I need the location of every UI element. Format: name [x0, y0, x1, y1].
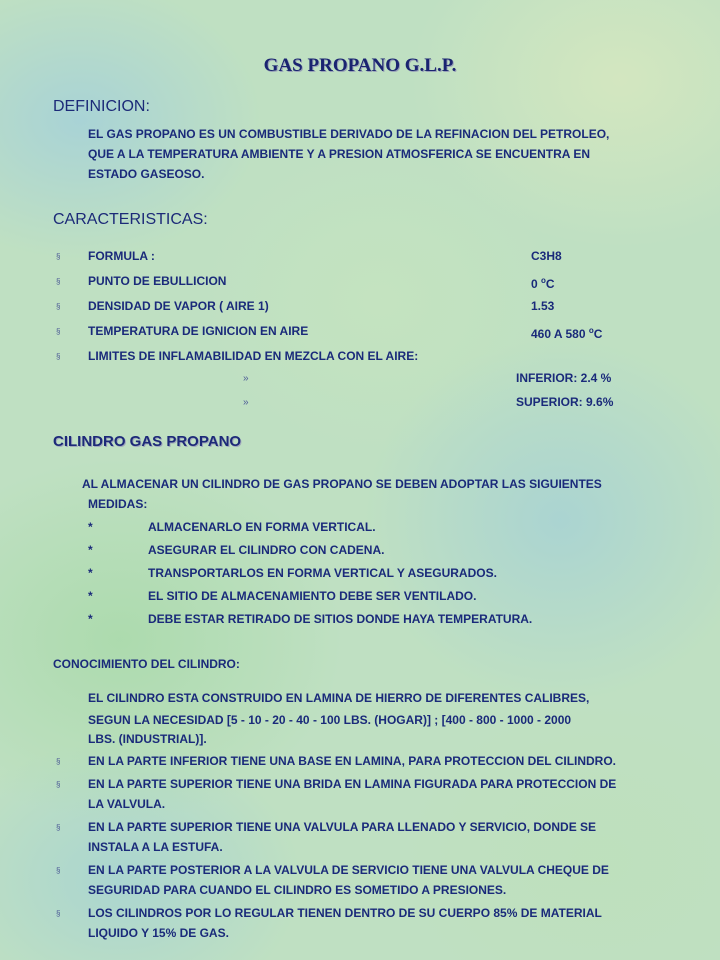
asterisk-icon: *	[88, 612, 93, 626]
sub-marker-icon: »	[243, 373, 249, 384]
definicion-line: ESTADO GASEOSO.	[88, 167, 205, 181]
bullet-icon: §	[56, 277, 61, 286]
bullet-icon: §	[56, 780, 61, 789]
conocimiento-item: LIQUIDO Y 15% DE GAS.	[88, 926, 229, 940]
property-label: TEMPERATURA DE IGNICION EN AIRE	[88, 324, 309, 338]
conocimiento-item: EN LA PARTE SUPERIOR TIENE UNA VALVULA PARA LLENADO Y SERVICIO, DONDE SE	[88, 820, 597, 834]
conocimiento-intro-line: LBS. (INDUSTRIAL)].	[88, 732, 207, 746]
conocimiento-item: INSTALA A LA ESTUFA.	[88, 840, 223, 854]
bullet-icon: §	[56, 352, 61, 361]
conocimiento-item: EN LA PARTE INFERIOR TIENE UNA BASE EN LAMINA, PARA PROTECCION DEL CILINDRO.	[88, 754, 617, 768]
asterisk-icon: *	[88, 520, 93, 534]
property-value: 0 $^o$C	[531, 276, 555, 291]
conocimiento-item: SEGURIDAD PARA CUANDO EL CILINDRO ES SOMETIDO A PRESIONES.	[88, 883, 507, 897]
cilindro-heading: CILINDRO GAS PROPANO	[53, 433, 242, 450]
conocimiento-item: LA VALVULA.	[88, 797, 166, 811]
asterisk-icon: *	[88, 589, 93, 603]
property-value: 460 A 580 $^o$C	[531, 326, 603, 341]
property-value: C3H8	[531, 249, 562, 263]
property-label: FORMULA :	[88, 249, 155, 263]
limit-value: SUPERIOR: 9.6%	[516, 395, 614, 409]
caracteristicas-heading: CARACTERISTICAS:	[53, 211, 208, 228]
limit-value: INFERIOR: 2.4 %	[516, 371, 612, 385]
conocimiento-intro-line: SEGUN LA NECESIDAD [5 - 10 - 20 - 40 - 100 LBS. (HOGAR)] ; [400 - 800 - 1000 - 2000	[88, 713, 572, 727]
bullet-icon: §	[56, 909, 61, 918]
conocimiento-item: LOS CILINDROS POR LO REGULAR TIENEN DENTRO DE SU CUERPO 85% DE MATERIAL	[88, 906, 602, 920]
bullet-icon: §	[56, 252, 61, 261]
conocimiento-intro-line: EL CILINDRO ESTA CONSTRUIDO EN LAMINA DE HIERRO DE DIFERENTES CALIBRES,	[88, 691, 590, 705]
property-label: LIMITES DE INFLAMABILIDAD EN MEZCLA CON EL AIRE:	[88, 349, 419, 363]
cilindro-intro-line: AL ALMACENAR UN CILINDRO DE GAS PROPANO SE DEBEN ADOPTAR LAS SIGUIENTES	[82, 477, 602, 491]
asterisk-icon: *	[88, 566, 93, 580]
measure-item: ASEGURAR EL CILINDRO CON CADENA.	[148, 543, 385, 557]
measure-item: TRANSPORTARLOS EN FORMA VERTICAL Y ASEGURADOS.	[148, 566, 497, 580]
bullet-icon: §	[56, 866, 61, 875]
property-value: 1.53	[531, 299, 555, 313]
measure-item: EL SITIO DE ALMACENAMIENTO DEBE SER VENTILADO.	[148, 589, 477, 603]
sub-marker-icon: »	[243, 397, 249, 408]
bullet-icon: §	[56, 327, 61, 336]
measure-item: ALMACENARLO EN FORMA VERTICAL.	[148, 520, 376, 534]
asterisk-icon: *	[88, 543, 93, 557]
definicion-line: EL GAS PROPANO ES UN COMBUSTIBLE DERIVADO DE LA REFINACION DEL PETROLEO,	[88, 127, 610, 141]
property-label: PUNTO DE EBULLICION	[88, 274, 227, 288]
property-label: DENSIDAD DE VAPOR ( AIRE 1)	[88, 299, 269, 313]
bullet-icon: §	[56, 823, 61, 832]
definicion-line: QUE A LA TEMPERATURA AMBIENTE Y A PRESION ATMOSFERICA SE ENCUENTRA EN	[88, 147, 591, 161]
bullet-icon: §	[56, 757, 61, 766]
bullet-icon: §	[56, 302, 61, 311]
cilindro-intro-line: MEDIDAS:	[88, 497, 148, 511]
page-title: GAS PROPANO G.L.P.	[263, 55, 457, 76]
conocimiento-item: EN LA PARTE POSTERIOR A LA VALVULA DE SERVICIO TIENE UNA VALVULA CHEQUE DE	[88, 863, 609, 877]
measure-item: DEBE ESTAR RETIRADO DE SITIOS DONDE HAYA TEMPERATURA.	[148, 612, 533, 626]
conocimiento-item: EN LA PARTE SUPERIOR TIENE UNA BRIDA EN LAMINA FIGURADA PARA PROTECCION DE	[88, 777, 617, 791]
definicion-heading: DEFINICION:	[53, 98, 150, 115]
conocimiento-heading: CONOCIMIENTO DEL CILINDRO:	[53, 657, 240, 671]
